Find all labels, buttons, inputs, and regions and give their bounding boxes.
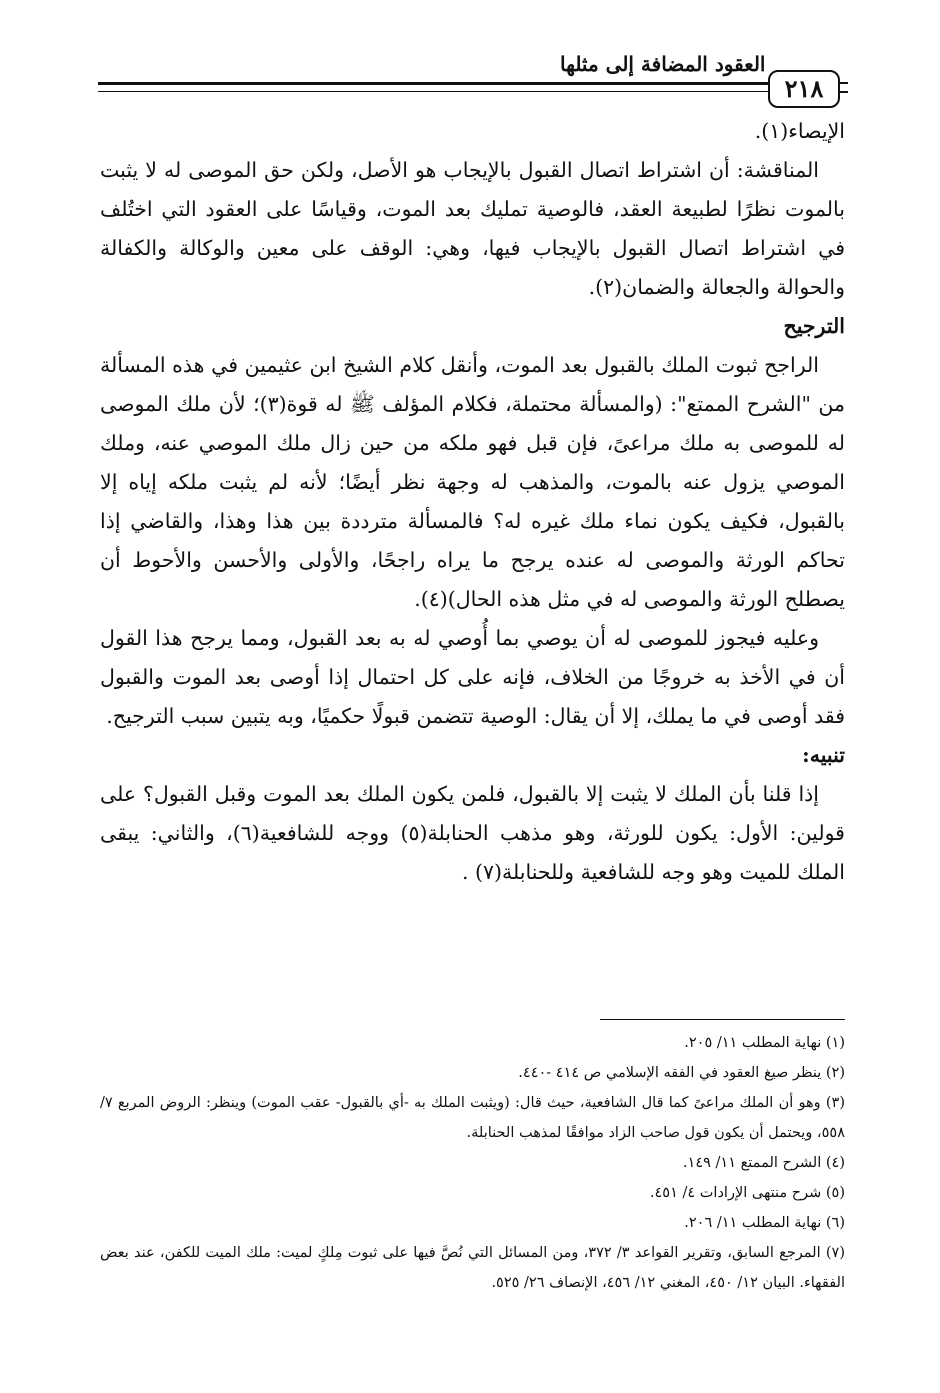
footnotes bbox=[100, 1028, 845, 1298]
footnote-4: (٤) الشرح الممتع ١١/ ١٤٩. bbox=[682, 1155, 845, 1171]
heading-tarjih: الترجيح bbox=[783, 314, 845, 338]
footnote-3: (٣) وهو أن الملك مراعىً كما قال الشافعية، حيث قال: (ويثبت الملك به -أي بالقبول- عقب الموت) وينظر: الروض المربع ٧/ ٥٥٨، ويحتمل أن يكون قول صاحب الزاد موافقًا لمذهب الحنابلة. bbox=[100, 1095, 845, 1141]
paragraph-note: إذا قلنا بأن الملك لا يثبت إلا بالقبول، فلمن يكون الملك بعد الموت وقبل القبول؟ على قولين: الأول: يكون للورثة، وهو مذهب الحنابلة(٥) ووجه للشافعية(٦)، والثاني: يبقى الملك للميت وهو وجه للشافعية وللحنابلة(٧) . bbox=[100, 782, 845, 884]
footnote-7: (٧) المرجع السابق، وتقرير القواعد ٣/ ٣٧٢، ومن المسائل التي نُصَّ فيها على ثبوت مِلكٍ لميت: ملك الميت للكفن، عند بعض الفقهاء. البيان ١٢/ ٤٥٠، المغني ١٢/ ٤٥٦، الإنصاف ٢٦/ ٥٢٥. bbox=[100, 1245, 845, 1291]
paragraph-conclusion: وعليه فيجوز للموصى له أن يوصي بما أُوصي له به بعد القبول، ومما يرجح هذا القول أن في الأخذ به خروجًا من الخلاف، فإنه على كل احتمال إذا أوصى بعد الموت والقبول فقد أوصى في ما يملك، إلا أن يقال: الوصية تتضمن قبولًا حكميًا، وبه يتبين سبب الترجيح. bbox=[100, 626, 845, 728]
footnote-6: (٦) نهاية المطلب ١١/ ٢٠٦. bbox=[684, 1215, 845, 1231]
footnote-5: (٥) شرح منتهى الإرادات ٤/ ٤٥١. bbox=[649, 1185, 845, 1201]
footnote-2: (٢) ينظر صيغ العقود في الفقه الإسلامي ص ٤١٤ -٤٤٠. bbox=[518, 1065, 845, 1081]
header-rule-thick bbox=[98, 82, 768, 85]
page-number: ٢١٨ bbox=[768, 70, 840, 108]
main-text bbox=[100, 112, 845, 892]
footnote-1: (١) نهاية المطلب ١١/ ٢٠٥. bbox=[684, 1035, 845, 1051]
heading-note: تنبيه: bbox=[802, 743, 845, 767]
paragraph-tarjih: الراجح ثبوت الملك بالقبول بعد الموت، وأنقل كلام الشيخ ابن عثيمين في هذه المسألة من "الشرح الممتع": (والمسألة محتملة، فكلام المؤلف ﷺ له قوة(٣)؛ لأن ملك الموصى له للموصى به ملك مراعىً، فإن قبل فهو ملكه من حين زال ملك الموصي عنه، وملك الموصي يزول عنه بالموت، والمذهب له وجهة نظر أيضًا؛ لأنه لم يثبت ملكه إياه إلا بالقبول، فكيف يكون نماء ملك غيره له؟ فالمسألة مترددة بين هذا وهذا، والقاضي إذا تحاكم الورثة والموصى له عنده يرجح ما يراه راجحًا، والأولى والأحسن والأحوط أن يصطلح الورثة والموصى له في مثل هذه الحال)(٤). bbox=[100, 353, 845, 611]
paragraph-discussion: المناقشة: أن اشتراط اتصال القبول بالإيجاب هو الأصل، ولكن حق الموصى له لا يثبت بالموت نظرًا لطبيعة العقد، فالوصية تمليك بعد الموت، وقياسًا على العقود التي اختُلف في اشتراط اتصال القبول بالإيجاب فيها، وهي: الوقف على معين والوكالة والكفالة والحوالة والجعالة والضمان(٢). bbox=[100, 158, 845, 299]
header-rule-thin bbox=[98, 91, 768, 92]
paragraph-iysa: الإيصاء(١). bbox=[754, 119, 845, 143]
footnote-rule bbox=[600, 1019, 845, 1020]
running-header-title: العقود المضافة إلى مثلها bbox=[560, 52, 766, 76]
